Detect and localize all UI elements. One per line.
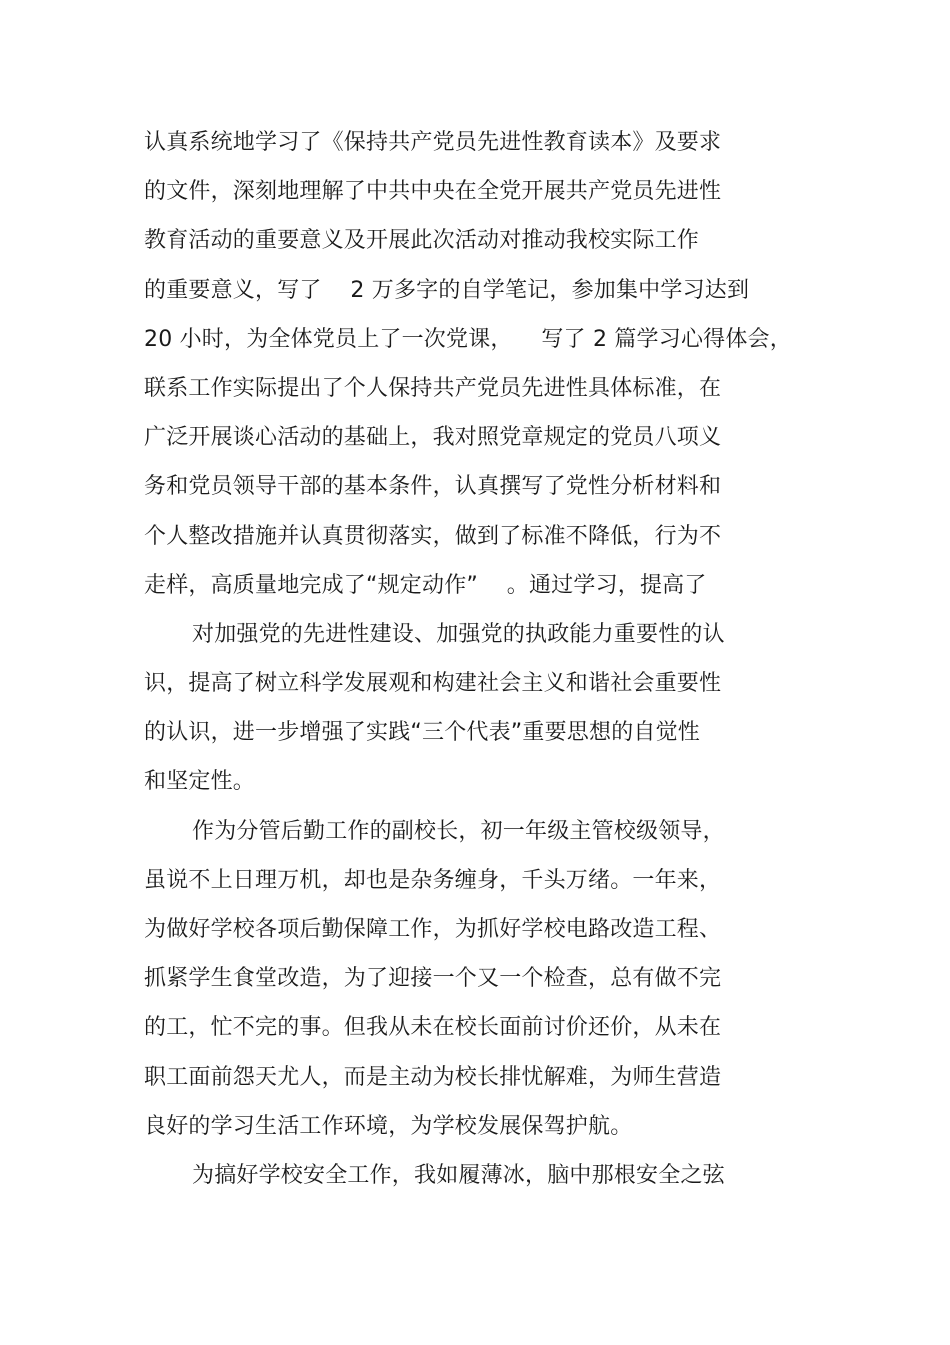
text-line: 个人整改措施并认真贯彻落实，做到了标准不降低，行为不 xyxy=(144,523,722,549)
text-line: 20 小时，为全体党员上了一次党课， 写了 2 篇学习心得体会， xyxy=(144,326,792,352)
text-line: 认真系统地学习了《保持共产党员先进性教育读本》及要求 xyxy=(144,130,722,155)
text-line: 识，提高了树立科学发展观和构建社会主义和谐社会重要性 xyxy=(144,671,722,697)
text-line: 的重要意义，写了 2 万多字的自学笔记，参加集中学习达到 xyxy=(144,277,750,303)
text-line: 抓紧学生食堂改造，为了迎接一个又一个检查，总有做不完 xyxy=(144,966,722,992)
body-text xyxy=(144,123,824,1205)
text-line: 为做好学校各项后勤保障工作，为抓好学校电路改造工程、 xyxy=(144,917,722,942)
text-line: 的文件，深刻地理解了中共中央在全党开展共产党员先进性 xyxy=(144,179,722,205)
text-line: 广泛开展谈心活动的基础上，我对照党章规定的党员八项义 xyxy=(144,425,722,451)
text-line: 对加强党的先进性建设、加强党的执政能力重要性的认 xyxy=(192,621,725,647)
text-line: 教育活动的重要意义及开展此次活动对推动我校实际工作 xyxy=(144,228,700,254)
text-line: 良好的学习生活工作环境，为学校发展保驾护航。 xyxy=(144,1113,633,1139)
text-line: 的认识，进一步增强了实践“三个代表”重要思想的自觉性 xyxy=(144,720,700,746)
text-line: 虽说不上日理万机，却也是杂务缠身，千头万绪。一年来， xyxy=(144,867,722,893)
text-line: 和坚定性。 xyxy=(144,769,256,795)
text-line: 的工，忙不完的事。但我从未在校长面前讨价还价，从未在 xyxy=(144,1015,722,1041)
text-line: 作为分管后勤工作的副校长，初一年级主管校级领导， xyxy=(192,818,725,844)
text-line: 走样，高质量地完成了“规定动作” 。通过学习，提高了 xyxy=(144,572,707,598)
text-line: 务和党员领导干部的基本条件，认真撰写了党性分析材料和 xyxy=(144,474,722,500)
text-line: 联系工作实际提出了个人保持共产党员先进性具体标准，在 xyxy=(144,375,722,401)
text-line: 为搞好学校安全工作，我如履薄冰，脑中那根安全之弦 xyxy=(192,1162,725,1188)
text-line: 职工面前怨天尤人，而是主动为校长排忧解难，为师生营造 xyxy=(144,1064,722,1090)
